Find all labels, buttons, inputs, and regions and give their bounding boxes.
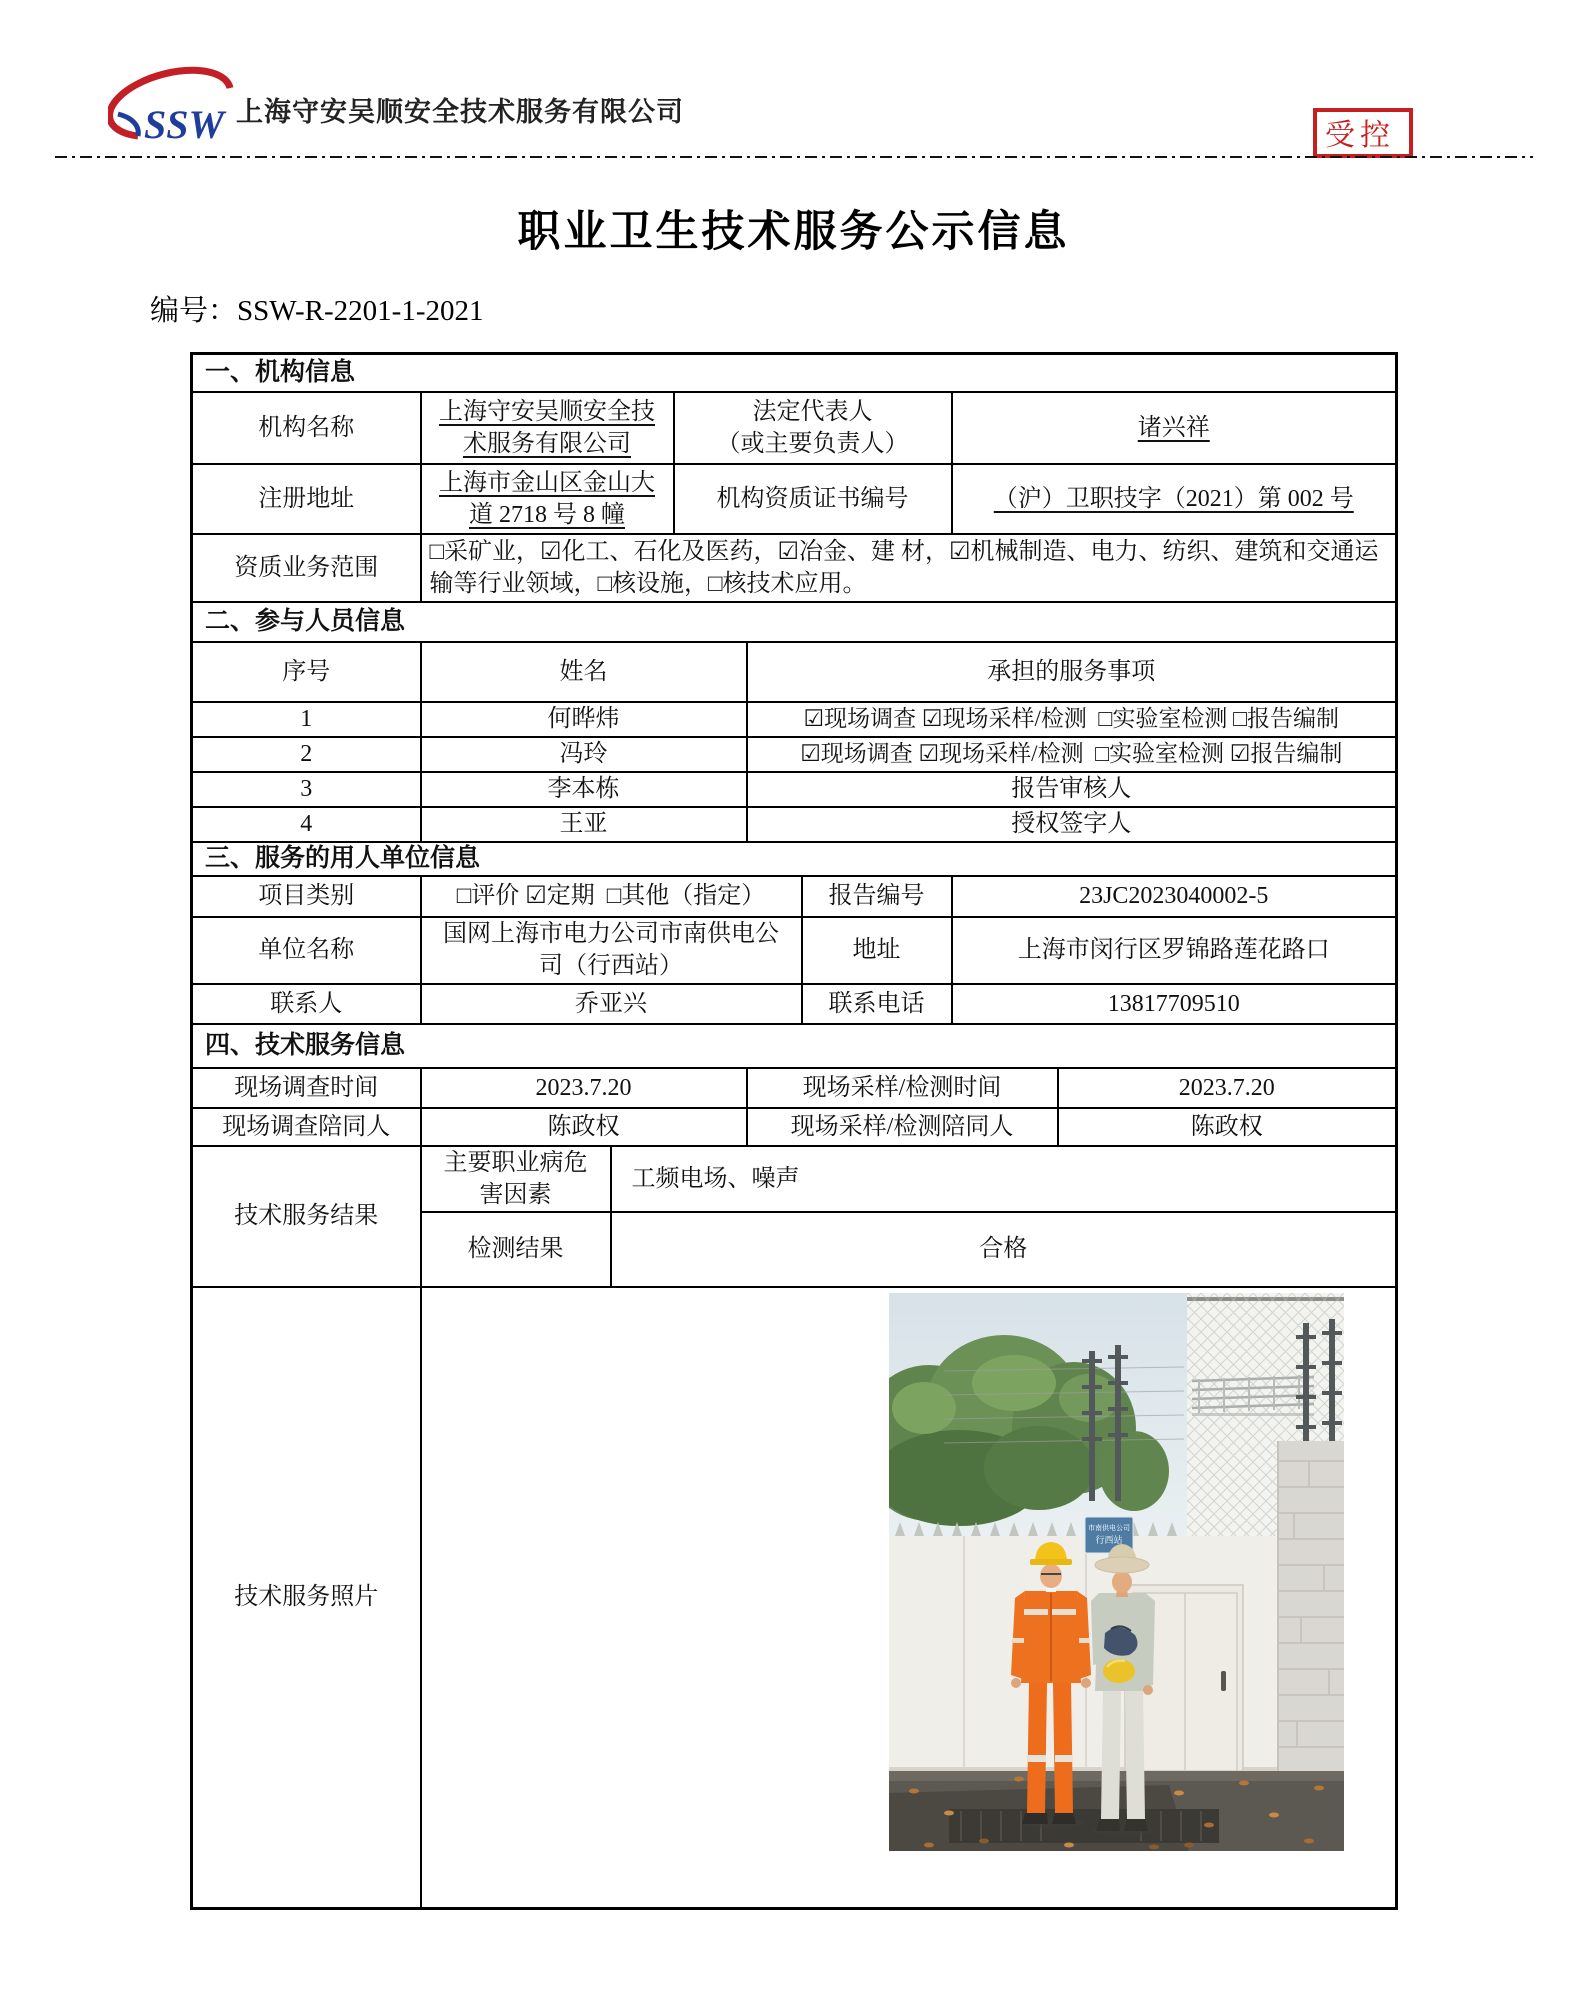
table-row: [192, 807, 1397, 842]
company-name: 上海守安吴顺安全技术服务有限公司: [236, 97, 684, 127]
survey-time-label: 现场调查时间: [192, 1068, 421, 1108]
document-number: 编号：SSW-R-2201-1-2021: [150, 295, 484, 327]
hazard-label: 主要职业病危害因素: [421, 1146, 611, 1212]
photo-held-helmet: [1103, 1659, 1135, 1683]
section-client-title: 三、服务的用人单位信息: [192, 842, 1397, 876]
org-legal-label: [674, 392, 952, 464]
person-name: 王亚: [421, 807, 747, 842]
section-people-title: 二、参与人员信息: [192, 602, 1397, 642]
sample-escort-label: 现场采样/检测陪同人: [747, 1108, 1058, 1146]
people-col-name: 姓名: [421, 642, 747, 702]
conclusion-label: 检测结果: [421, 1212, 611, 1287]
org-legal-label-line1: 法定代表人: [752, 398, 873, 425]
person-service: ☑现场调查 ☑现场采样/检测 □实验室检测 ☑报告编制: [747, 737, 1397, 772]
page-title: 职业卫生技术服务公示信息: [517, 209, 1070, 256]
controlled-stamp: 受控: [1313, 108, 1413, 158]
section-service-title: 四、技术服务信息: [192, 1024, 1397, 1068]
table-row: [192, 772, 1397, 807]
person-service: 授权签字人: [747, 807, 1397, 842]
client-unit-label: 单位名称: [192, 917, 421, 984]
photo-cell: [421, 1287, 1397, 1909]
photo-sign-line2: 行西站: [1094, 1534, 1123, 1545]
person-name: 李本栋: [421, 772, 747, 807]
logo-text: SSW: [144, 102, 225, 146]
client-unit-value: 国网上海市电力公司市南供电公司（行西站）: [421, 917, 802, 984]
client-report-no-label: 报告编号: [802, 876, 952, 917]
service-photo: [889, 1293, 1344, 1851]
client-phone-value: 13817709510: [952, 984, 1397, 1024]
table-row: [192, 737, 1397, 772]
org-addr-value: 上海市金山区金山大道 2718 号 8 幢: [421, 464, 674, 534]
person-service: ☑现场调查 ☑现场采样/检测 □实验室检测 □报告编制: [747, 702, 1397, 737]
person-no: 3: [192, 772, 421, 807]
table-row: [192, 702, 1397, 737]
client-type-value: □评价 ☑定期 □其他（指定）: [421, 876, 802, 917]
person-name: 冯玲: [421, 737, 747, 772]
info-table: [190, 352, 1398, 1910]
client-contact-label: 联系人: [192, 984, 421, 1024]
client-type-label: 项目类别: [192, 876, 421, 917]
person-service: 报告审核人: [747, 772, 1397, 807]
client-contact-value: 乔亚兴: [421, 984, 802, 1024]
org-name-value: 上海守安吴顺安全技术服务有限公司: [421, 392, 674, 464]
org-legal-label-line2: （或主要负责人）: [716, 430, 909, 457]
people-col-service: 承担的服务事项: [747, 642, 1397, 702]
header-divider: [55, 156, 1533, 158]
person-no: 4: [192, 807, 421, 842]
person-no: 1: [192, 702, 421, 737]
person-no: 2: [192, 737, 421, 772]
client-phone-label: 联系电话: [802, 984, 952, 1024]
photo-person-right-face: [1112, 1571, 1132, 1593]
photo-sign-line1: 市南供电公司: [1087, 1523, 1130, 1532]
org-scope-value: □采矿业，☑化工、石化及医药，☑冶金、建 材，☑机械制造、电力、纺织、建筑和交通运输等行业领域，□核设施，□核技术应用。: [421, 534, 1397, 602]
hazard-value: 工频电场、噪声: [611, 1146, 1397, 1212]
client-addr-value: 上海市闵行区罗锦路莲花路口: [952, 917, 1397, 984]
survey-escort-value: 陈政权: [421, 1108, 747, 1146]
sample-escort-value: 陈政权: [1058, 1108, 1397, 1146]
person-name: 何晔炜: [421, 702, 747, 737]
client-report-no-value: 23JC2023040002-5: [952, 876, 1397, 917]
photo-person-left-face: [1040, 1564, 1062, 1588]
org-addr-label: 注册地址: [192, 464, 421, 534]
org-legal-value: 诸兴祥: [952, 392, 1397, 464]
org-cert-value: （沪）卫职技字（2021）第 002 号: [952, 464, 1397, 534]
section-org-title: 一、机构信息: [192, 354, 1397, 392]
conclusion-value: 合格: [611, 1212, 1397, 1287]
survey-time-value: 2023.7.20: [421, 1068, 747, 1108]
photo-drain-grate: [949, 1809, 1219, 1843]
org-scope-label: 资质业务范围: [192, 534, 421, 602]
people-col-no: 序号: [192, 642, 421, 702]
photo-door-handle: [1221, 1671, 1226, 1691]
client-addr-label: 地址: [802, 917, 952, 984]
result-label: 技术服务结果: [192, 1146, 421, 1287]
photo-label: 技术服务照片: [192, 1287, 421, 1909]
survey-escort-label: 现场调查陪同人: [192, 1108, 421, 1146]
org-name-label: 机构名称: [192, 392, 421, 464]
sample-time-label: 现场采样/检测时间: [747, 1068, 1058, 1108]
sample-time-value: 2023.7.20: [1058, 1068, 1397, 1108]
org-cert-label: 机构资质证书编号: [674, 464, 952, 534]
